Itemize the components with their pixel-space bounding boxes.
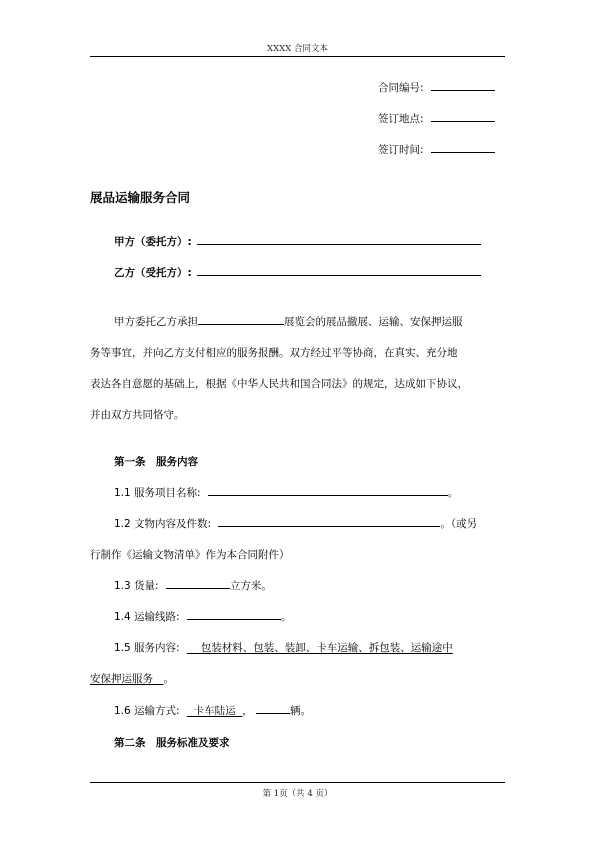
clause-1-6-unit: 辆。 xyxy=(290,705,312,717)
party-a-label: 甲方（委托方）: xyxy=(114,236,192,248)
signing-place-field xyxy=(378,111,495,126)
artifacts-blank[interactable] xyxy=(218,516,440,527)
clause-1-6-label: 1.6 运输方式: xyxy=(114,705,180,717)
footer-rule xyxy=(90,782,505,783)
clause-1-3-unit: 立方米。 xyxy=(229,580,272,592)
intro-line-2: 务等事宜，并向乙方支付相应的服务报酬。双方经过平等协商，在真实、充分地 xyxy=(90,347,458,359)
clause-1-2 xyxy=(114,516,477,531)
clause-1-3 xyxy=(114,578,272,593)
party-a-line xyxy=(114,234,481,249)
clause-1-5-end: 。 xyxy=(163,673,174,685)
intro-line-3: 表达各自意愿的基础上，根据《中华人民共和国合同法》的规定，达成如下协议， xyxy=(90,378,468,390)
clause-1-4-label: 1.4 运输线路: xyxy=(114,611,180,623)
party-b-line xyxy=(114,265,481,280)
intro-line-1a: 甲方委托乙方承担 xyxy=(114,316,198,328)
exhibition-name-blank[interactable] xyxy=(198,314,284,325)
article-2-heading: 第二条 服务标准及要求 xyxy=(114,737,230,749)
vehicle-count-blank[interactable] xyxy=(256,703,290,714)
clause-1-5-line-2 xyxy=(90,671,174,686)
clause-1-2-end: 。（或另 xyxy=(440,518,478,530)
contract-number-field xyxy=(378,80,495,95)
transport-mode-value: 卡车陆运 xyxy=(186,705,243,717)
clause-1-6-sep: ， xyxy=(242,705,253,717)
clause-1-3-label: 1.3 货量: xyxy=(114,580,159,592)
contract-number-label: 合同编号: xyxy=(378,82,424,94)
clause-1-2-label: 1.2 文物内容及件数: xyxy=(114,518,212,530)
signing-time-blank[interactable] xyxy=(431,142,495,153)
party-a-blank[interactable] xyxy=(197,234,481,245)
clause-1-4-end: 。 xyxy=(280,611,292,623)
document-title: 展品运输服务合同 xyxy=(90,190,191,205)
party-b-blank[interactable] xyxy=(197,265,481,276)
intro-line-4: 并由双方共同恪守。 xyxy=(90,409,185,421)
service-content-value-1: 包装材料、包装、装卸、卡车运输、拆包装、运输途中 xyxy=(186,642,453,654)
clause-1-6 xyxy=(114,703,311,718)
clause-1-1-end: 。 xyxy=(447,487,459,499)
clause-1-5 xyxy=(114,640,453,655)
intro-line-1 xyxy=(114,314,463,329)
clause-1-2-line-2: 行制作《运输文物清单》作为本合同附件） xyxy=(90,549,290,561)
party-b-label: 乙方（受托方）: xyxy=(114,267,192,279)
clause-1-1 xyxy=(114,485,458,500)
header-rule xyxy=(90,56,505,57)
clause-1-5-label: 1.5 服务内容: xyxy=(114,642,180,654)
service-name-blank[interactable] xyxy=(208,485,448,496)
signing-time-label: 签订时间: xyxy=(378,144,424,156)
signing-time-field xyxy=(378,142,495,157)
contract-number-blank[interactable] xyxy=(431,80,495,91)
article-1-heading: 第一条 服务内容 xyxy=(114,456,198,468)
footer-page-info: 第 1页（共 4 页） xyxy=(262,789,333,799)
service-content-value-2: 安保押运服务 xyxy=(90,673,164,685)
clause-1-1-label: 1.1 服务项目名称: xyxy=(114,487,201,499)
header-title: XXXX 合同文本 xyxy=(267,44,328,54)
intro-line-1b: 展览会的展品撤展、运输、安保押运服 xyxy=(284,316,463,328)
volume-blank[interactable] xyxy=(166,578,230,589)
signing-place-blank[interactable] xyxy=(431,111,495,122)
route-blank[interactable] xyxy=(187,609,281,620)
signing-place-label: 签订地点: xyxy=(378,113,424,125)
clause-1-4 xyxy=(114,609,291,624)
